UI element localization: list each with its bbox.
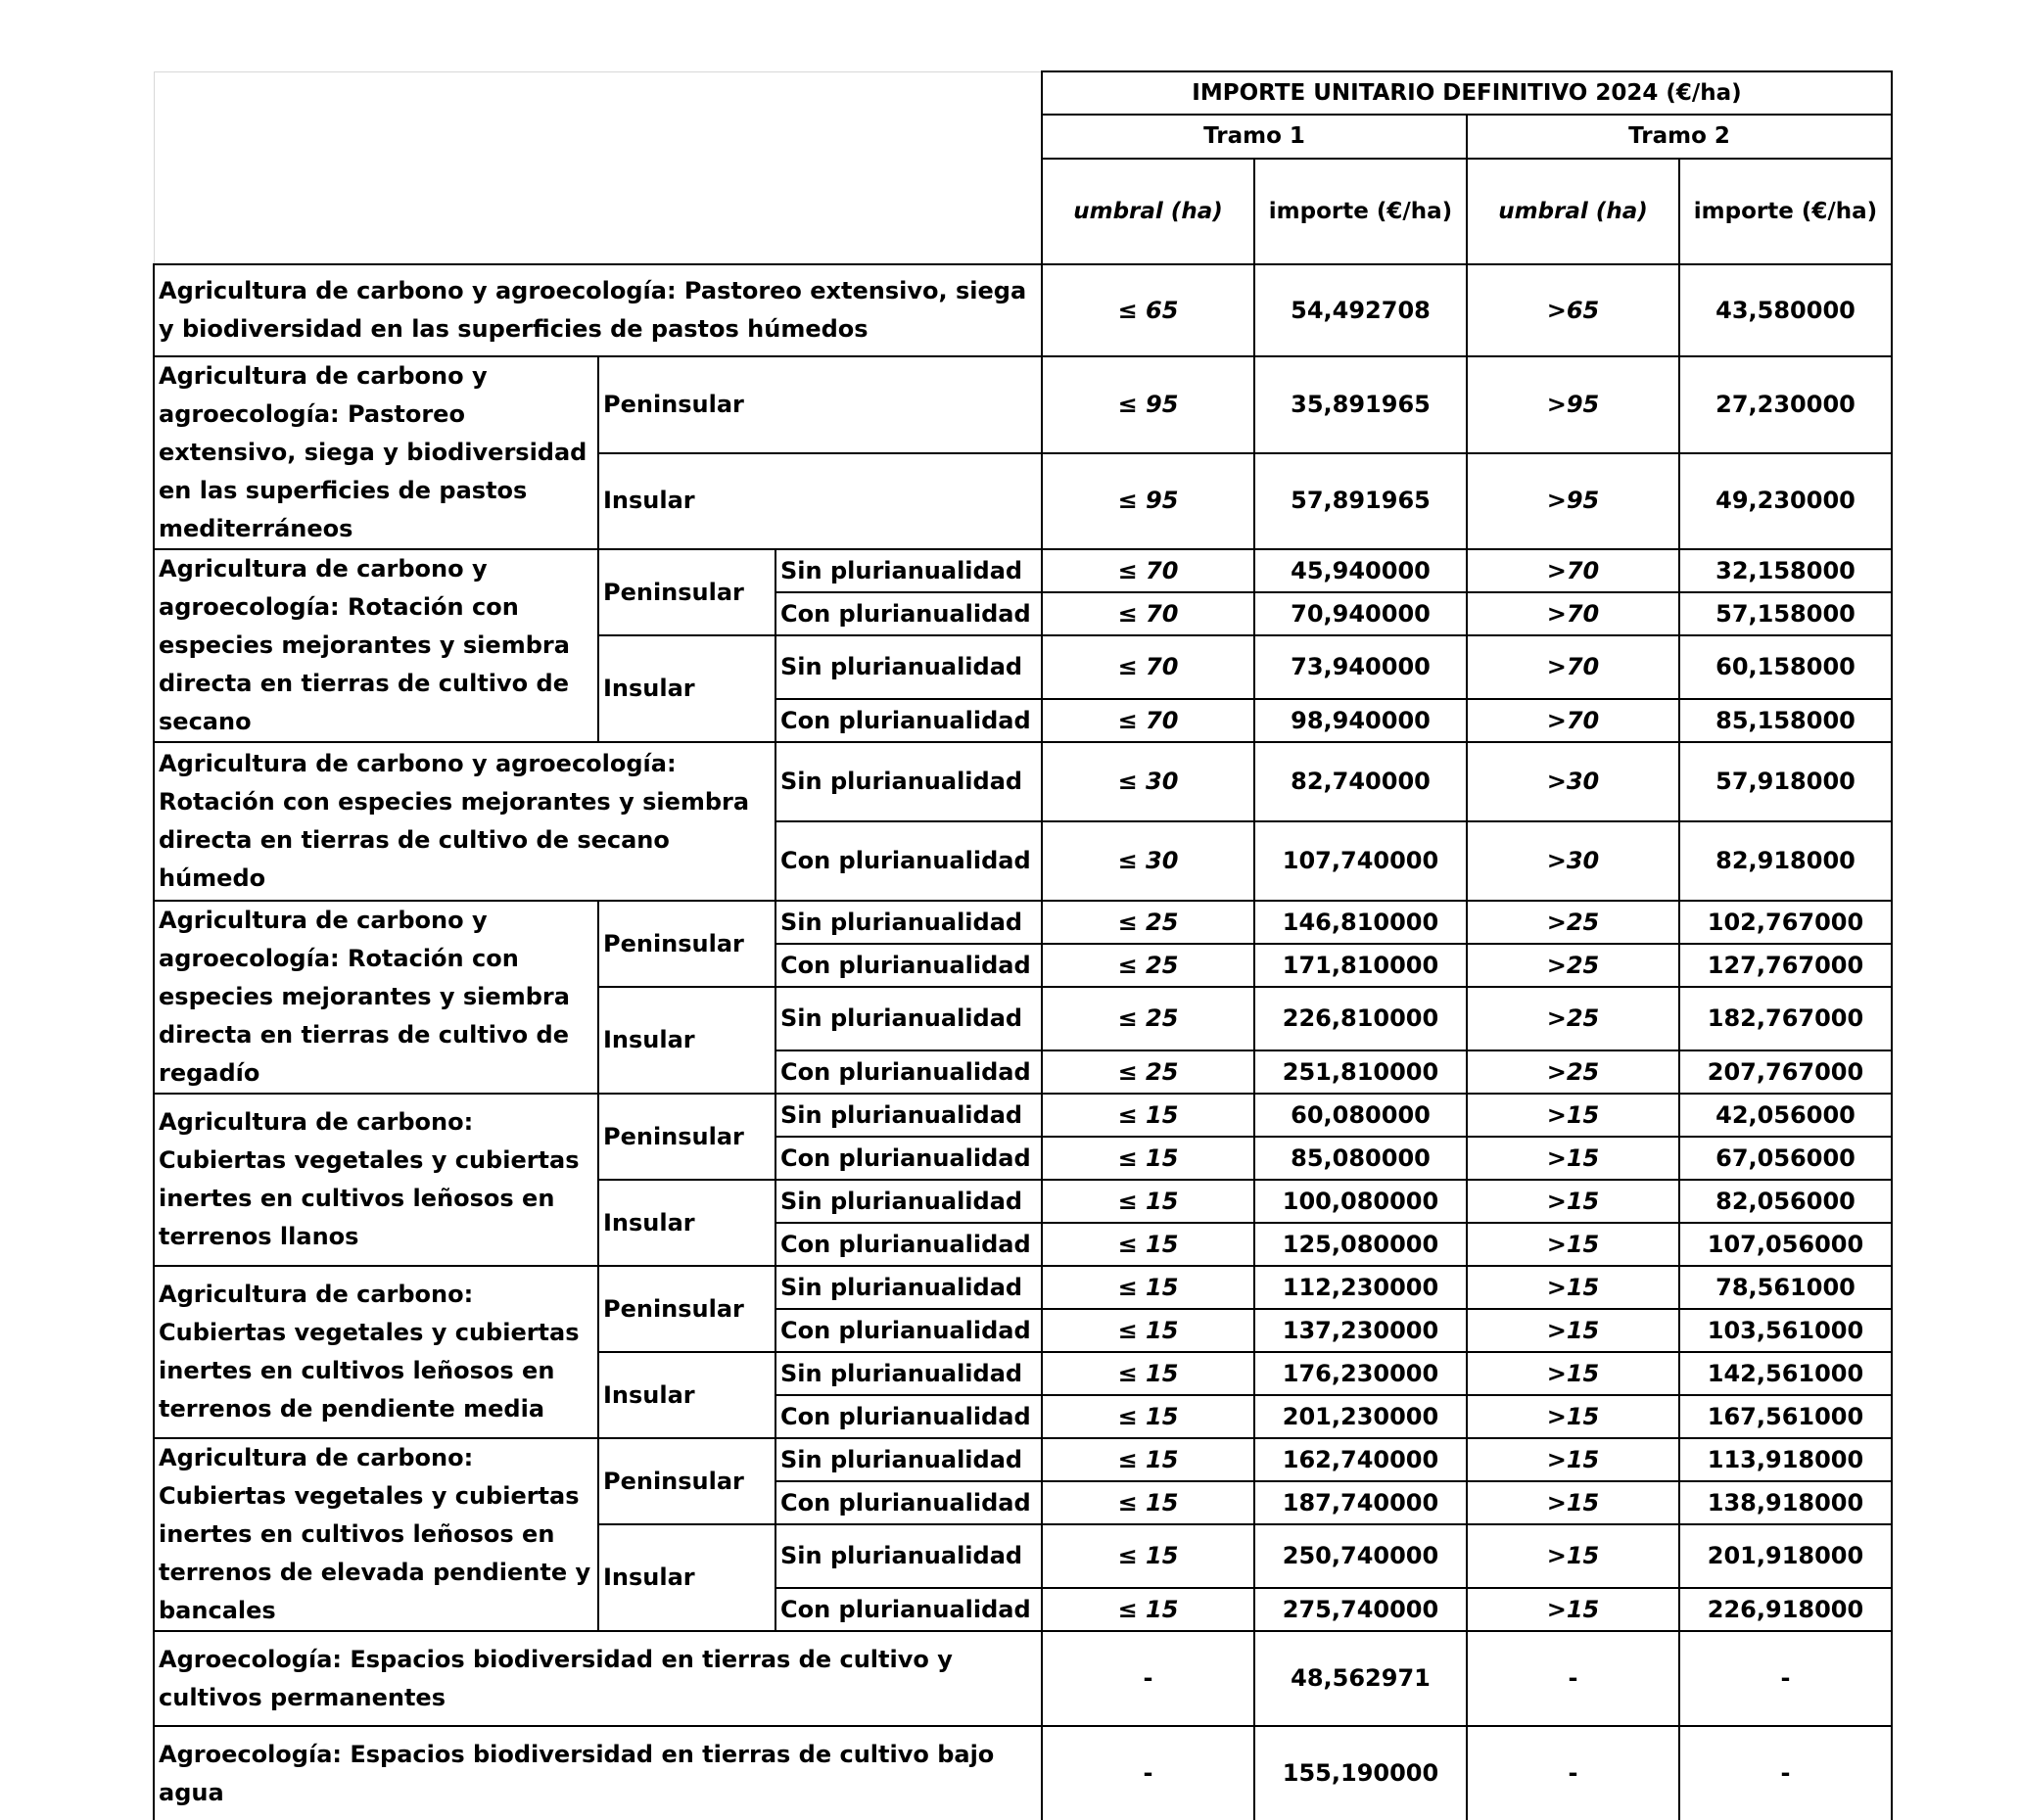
importe-cell: 98,940000 (1254, 699, 1467, 742)
importe-cell: 127,767000 (1679, 944, 1892, 987)
importe-cell: 60,080000 (1254, 1094, 1467, 1137)
table-row (154, 264, 1892, 356)
importe-cell: 35,891965 (1254, 356, 1467, 453)
variant-label: Con plurianualidad (775, 592, 1042, 635)
zone-label: Insular (598, 987, 775, 1094)
variant-label: Sin plurianualidad (775, 1438, 1042, 1481)
zone-label: Insular (598, 1524, 775, 1631)
umbral-cell: >70 (1467, 699, 1679, 742)
importe-cell: 107,056000 (1679, 1223, 1892, 1266)
umbral-cell: >25 (1467, 987, 1679, 1050)
variant-label: Sin plurianualidad (775, 1524, 1042, 1588)
umbral-cell: ≤ 15 (1042, 1395, 1254, 1438)
tramo2-umbral-header: umbral (ha) (1467, 159, 1679, 264)
importe-cell: 107,740000 (1254, 821, 1467, 901)
measure-label: Agricultura de carbono y agroecología: Rotación con especies mejorantes y siembra directa en tierras de cultivo de regadío (154, 901, 598, 1094)
variant-label: Con plurianualidad (775, 1223, 1042, 1266)
table-row (154, 549, 1892, 592)
zone-label: Insular (598, 1352, 775, 1438)
variant-label: Sin plurianualidad (775, 1352, 1042, 1395)
variant-label: Sin plurianualidad (775, 987, 1042, 1050)
variant-label: Sin plurianualidad (775, 742, 1042, 821)
table-row (154, 901, 1892, 944)
umbral-cell: >15 (1467, 1588, 1679, 1631)
measure-label: Agricultura de carbono y agroecología: Rotación con especies mejorantes y siembra directa en tierras de cultivo de secano húmedo (154, 742, 775, 901)
importe-cell: 187,740000 (1254, 1481, 1467, 1524)
importe-cell: 54,492708 (1254, 264, 1467, 356)
importe-cell: 146,810000 (1254, 901, 1467, 944)
umbral-cell: ≤ 15 (1042, 1309, 1254, 1352)
umbral-cell: >15 (1467, 1481, 1679, 1524)
table-title: IMPORTE UNITARIO DEFINITIVO 2024 (€/ha) (1042, 71, 1892, 115)
variant-label: Con plurianualidad (775, 1588, 1042, 1631)
importe-cell: - (1679, 1631, 1892, 1726)
measure-label: Agricultura de carbono y agroecología: Pastoreo extensivo, siega y biodiversidad en las superficies de pastos mediterráneos (154, 356, 598, 549)
umbral-cell: ≤ 25 (1042, 987, 1254, 1050)
umbral-cell: >70 (1467, 635, 1679, 699)
importe-cell: 171,810000 (1254, 944, 1467, 987)
zone-label: Insular (598, 1180, 775, 1266)
umbral-cell: ≤ 15 (1042, 1223, 1254, 1266)
measure-label: Agricultura de carbono: Cubiertas vegetales y cubiertas inertes en cultivos leñosos en terrenos llanos (154, 1094, 598, 1266)
measure-label: Agroecología: Espacios biodiversidad en tierras de cultivo y cultivos permanentes (154, 1631, 1042, 1726)
tramo1-header: Tramo 1 (1042, 115, 1467, 159)
importe-cell: 49,230000 (1679, 453, 1892, 550)
measure-label: Agricultura de carbono: Cubiertas vegetales y cubiertas inertes en cultivos leñosos en terrenos de pendiente media (154, 1266, 598, 1438)
importe-cell: 73,940000 (1254, 635, 1467, 699)
umbral-cell: >15 (1467, 1438, 1679, 1481)
variant-label: Con plurianualidad (775, 1395, 1042, 1438)
tramo2-header: Tramo 2 (1467, 115, 1892, 159)
umbral-cell: ≤ 65 (1042, 264, 1254, 356)
umbral-cell: ≤ 15 (1042, 1137, 1254, 1180)
variant-label: Con plurianualidad (775, 1309, 1042, 1352)
zone-label: Peninsular (598, 1094, 775, 1180)
importe-cell: 207,767000 (1679, 1050, 1892, 1094)
importe-cell: 102,767000 (1679, 901, 1892, 944)
table-row (154, 1094, 1892, 1137)
umbral-cell: - (1467, 1631, 1679, 1726)
umbral-cell: - (1042, 1726, 1254, 1820)
umbral-cell: ≤ 15 (1042, 1438, 1254, 1481)
umbral-cell: ≤ 70 (1042, 549, 1254, 592)
umbral-cell: ≤ 25 (1042, 1050, 1254, 1094)
importe-cell: 82,740000 (1254, 742, 1467, 821)
umbral-cell: >15 (1467, 1524, 1679, 1588)
zone-label: Insular (598, 453, 1042, 550)
umbral-cell: >65 (1467, 264, 1679, 356)
umbral-cell: ≤ 15 (1042, 1588, 1254, 1631)
importe-cell: 176,230000 (1254, 1352, 1467, 1395)
zone-label: Peninsular (598, 549, 775, 635)
importe-cell: 201,918000 (1679, 1524, 1892, 1588)
importe-cell: 103,561000 (1679, 1309, 1892, 1352)
importe-cell: 78,561000 (1679, 1266, 1892, 1309)
umbral-cell: >95 (1467, 356, 1679, 453)
importe-cell: 251,810000 (1254, 1050, 1467, 1094)
importe-cell: 100,080000 (1254, 1180, 1467, 1223)
importe-cell: 138,918000 (1679, 1481, 1892, 1524)
umbral-cell: >30 (1467, 821, 1679, 901)
variant-label: Sin plurianualidad (775, 901, 1042, 944)
table-row (154, 356, 1892, 453)
importe-cell: 85,080000 (1254, 1137, 1467, 1180)
umbral-cell: >25 (1467, 901, 1679, 944)
importe-cell: 60,158000 (1679, 635, 1892, 699)
importe-cell: 226,810000 (1254, 987, 1467, 1050)
umbral-cell: - (1467, 1726, 1679, 1820)
umbral-cell: ≤ 15 (1042, 1266, 1254, 1309)
umbral-cell: >70 (1467, 549, 1679, 592)
umbral-cell: ≤ 25 (1042, 944, 1254, 987)
measure-label: Agricultura de carbono y agroecología: Pastoreo extensivo, siega y biodiversidad en las superficies de pastos húmedos (154, 264, 1042, 356)
importe-cell: 167,561000 (1679, 1395, 1892, 1438)
table-row (154, 1438, 1892, 1481)
zone-label: Peninsular (598, 901, 775, 987)
importe-cell: 182,767000 (1679, 987, 1892, 1050)
importe-cell: 67,056000 (1679, 1137, 1892, 1180)
umbral-cell: ≤ 70 (1042, 592, 1254, 635)
importe-cell: 201,230000 (1254, 1395, 1467, 1438)
measure-label: Agroecología: Espacios biodiversidad en tierras de cultivo bajo agua (154, 1726, 1042, 1820)
importe-cell: 250,740000 (1254, 1524, 1467, 1588)
importe-cell: 137,230000 (1254, 1309, 1467, 1352)
importe-cell: 85,158000 (1679, 699, 1892, 742)
importe-cell: 112,230000 (1254, 1266, 1467, 1309)
variant-label: Con plurianualidad (775, 1137, 1042, 1180)
importe-cell: 57,918000 (1679, 742, 1892, 821)
variant-label: Con plurianualidad (775, 944, 1042, 987)
importe-cell: 155,190000 (1254, 1726, 1467, 1820)
umbral-cell: ≤ 25 (1042, 901, 1254, 944)
importe-cell: 82,056000 (1679, 1180, 1892, 1223)
umbral-cell: ≤ 70 (1042, 635, 1254, 699)
table-row (154, 1631, 1892, 1726)
variant-label: Sin plurianualidad (775, 549, 1042, 592)
importe-cell: 125,080000 (1254, 1223, 1467, 1266)
importe-cell: 42,056000 (1679, 1094, 1892, 1137)
importe-cell: 45,940000 (1254, 549, 1467, 592)
zone-label: Peninsular (598, 356, 1042, 453)
umbral-cell: ≤ 15 (1042, 1180, 1254, 1223)
measure-label: Agricultura de carbono y agroecología: Rotación con especies mejorantes y siembra directa en tierras de cultivo de secano (154, 549, 598, 742)
variant-label: Con plurianualidad (775, 1481, 1042, 1524)
table-row (154, 1726, 1892, 1820)
tramo1-importe-header: importe (€/ha) (1254, 159, 1467, 264)
tramo1-umbral-header: umbral (ha) (1042, 159, 1254, 264)
importe-cell: 226,918000 (1679, 1588, 1892, 1631)
umbral-cell: >15 (1467, 1266, 1679, 1309)
zone-label: Insular (598, 635, 775, 742)
umbral-cell: >15 (1467, 1309, 1679, 1352)
importe-cell: 57,891965 (1254, 453, 1467, 550)
umbral-cell: >15 (1467, 1137, 1679, 1180)
table-row (154, 1266, 1892, 1309)
importe-cell: 142,561000 (1679, 1352, 1892, 1395)
umbral-cell: ≤ 95 (1042, 356, 1254, 453)
variant-label: Sin plurianualidad (775, 1180, 1042, 1223)
umbral-cell: ≤ 70 (1042, 699, 1254, 742)
umbral-cell: ≤ 15 (1042, 1352, 1254, 1395)
umbral-cell: >25 (1467, 944, 1679, 987)
tramo2-importe-header: importe (€/ha) (1679, 159, 1892, 264)
table-row (154, 742, 1892, 821)
umbral-cell: >15 (1467, 1352, 1679, 1395)
zone-label: Peninsular (598, 1266, 775, 1352)
umbral-cell: >95 (1467, 453, 1679, 550)
importe-cell: 113,918000 (1679, 1438, 1892, 1481)
umbral-cell: >30 (1467, 742, 1679, 821)
payment-table-sheet (153, 70, 1893, 1820)
importe-cell: 32,158000 (1679, 549, 1892, 592)
umbral-cell: >15 (1467, 1094, 1679, 1137)
umbral-cell: ≤ 30 (1042, 821, 1254, 901)
variant-label: Con plurianualidad (775, 821, 1042, 901)
header-blank-cell (154, 71, 1042, 264)
zone-label: Peninsular (598, 1438, 775, 1524)
umbral-cell: ≤ 95 (1042, 453, 1254, 550)
payment-table (153, 70, 1893, 1820)
importe-cell: 82,918000 (1679, 821, 1892, 901)
umbral-cell: ≤ 15 (1042, 1481, 1254, 1524)
importe-cell: 57,158000 (1679, 592, 1892, 635)
umbral-cell: ≤ 15 (1042, 1524, 1254, 1588)
umbral-cell: ≤ 30 (1042, 742, 1254, 821)
umbral-cell: >15 (1467, 1180, 1679, 1223)
importe-cell: - (1679, 1726, 1892, 1820)
variant-label: Sin plurianualidad (775, 635, 1042, 699)
variant-label: Con plurianualidad (775, 1050, 1042, 1094)
importe-cell: 275,740000 (1254, 1588, 1467, 1631)
umbral-cell: >15 (1467, 1395, 1679, 1438)
umbral-cell: - (1042, 1631, 1254, 1726)
importe-cell: 27,230000 (1679, 356, 1892, 453)
importe-cell: 70,940000 (1254, 592, 1467, 635)
importe-cell: 48,562971 (1254, 1631, 1467, 1726)
importe-cell: 43,580000 (1679, 264, 1892, 356)
umbral-cell: >25 (1467, 1050, 1679, 1094)
umbral-cell: >15 (1467, 1223, 1679, 1266)
measure-label: Agricultura de carbono: Cubiertas vegetales y cubiertas inertes en cultivos leñosos en terrenos de elevada pendiente y bancales (154, 1438, 598, 1631)
importe-cell: 162,740000 (1254, 1438, 1467, 1481)
umbral-cell: ≤ 15 (1042, 1094, 1254, 1137)
variant-label: Sin plurianualidad (775, 1094, 1042, 1137)
variant-label: Sin plurianualidad (775, 1266, 1042, 1309)
umbral-cell: >70 (1467, 592, 1679, 635)
variant-label: Con plurianualidad (775, 699, 1042, 742)
